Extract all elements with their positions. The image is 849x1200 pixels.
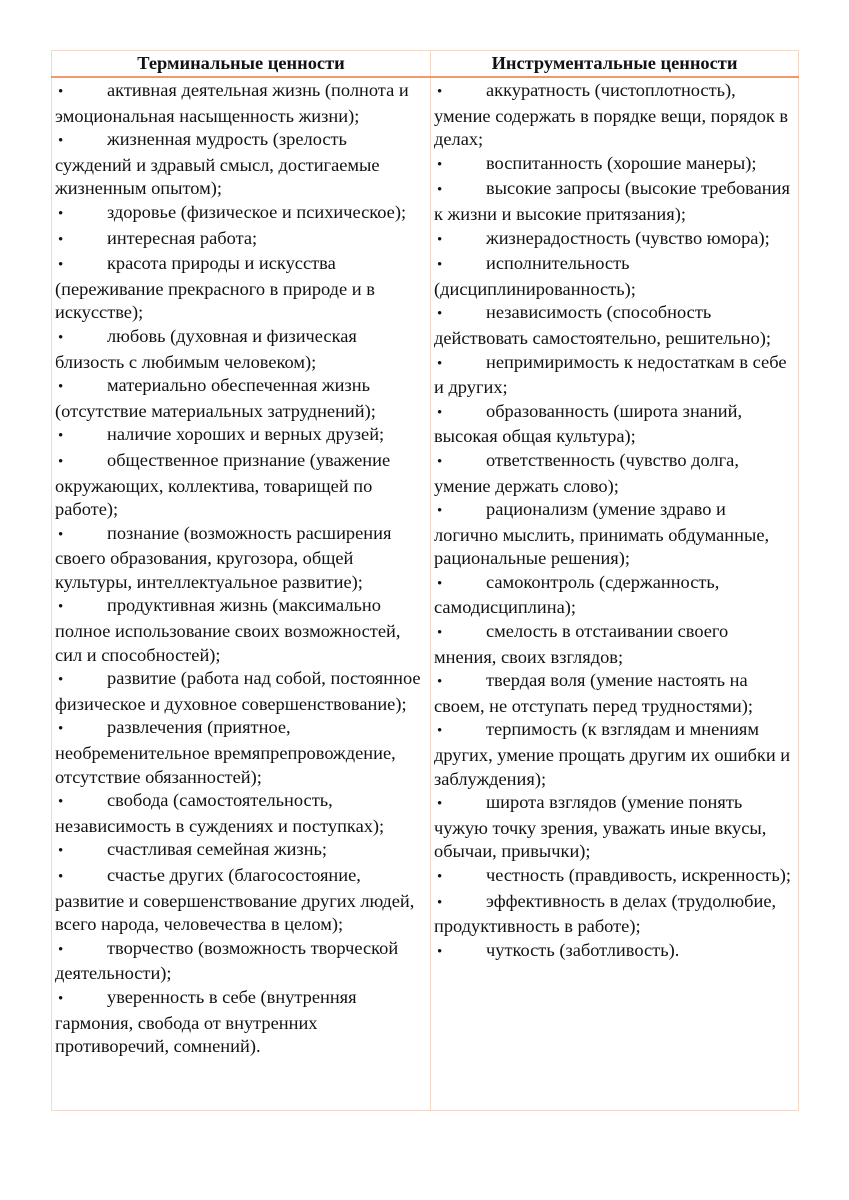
instrumental-values-header: Инструментальные ценности — [431, 51, 799, 78]
list-item — [434, 400, 794, 449]
list-item — [55, 522, 426, 595]
list-item — [434, 939, 794, 965]
bullet-icon: • — [58, 869, 64, 885]
bullet-icon: • — [437, 355, 443, 372]
list-item — [55, 716, 426, 789]
list-item-text: непримиримость к недостаткам в себе и других; — [434, 351, 787, 398]
list-item-text: общественное признание (уважение окружающих, коллектива, товарищей по работе); — [55, 449, 391, 520]
list-item — [434, 177, 794, 226]
list-item — [434, 227, 794, 253]
list-item-text: материально обеспеченная жизнь (отсутствие материальных затруднений); — [55, 375, 376, 421]
list-item — [55, 79, 426, 128]
bullet-icon: • — [437, 306, 443, 323]
list-item-text: воспитанность (хорошие манеры); — [486, 152, 757, 173]
list-item-text: честность (правдивость, искренность); — [486, 865, 791, 885]
list-item-text: продуктивная жизнь (максимально полное использование своих возможностей, сил и способностей); — [55, 595, 401, 665]
bullet-icon: • — [437, 453, 443, 470]
bullet-icon: • — [437, 404, 443, 421]
list-item-text: самоконтроль (сдержанность, самодисциплина); — [434, 571, 720, 618]
bullet-icon: • — [437, 503, 443, 520]
list-item-text: развлечения (приятное, необременительное времяпрепровождение, отсутствие обязанностей); — [55, 717, 396, 787]
list-item — [55, 667, 426, 716]
bullet-icon: • — [437, 723, 443, 740]
list-item — [434, 718, 794, 791]
bullet-icon: • — [58, 721, 64, 738]
bullet-icon: • — [437, 796, 443, 813]
list-item — [434, 498, 794, 571]
list-item-text: широта взглядов (умение понять чужую точку зрения, уважать иные вкусы, обычаи, привычки); — [434, 792, 767, 862]
list-item — [55, 937, 426, 986]
list-item-text: твердая воля (умение настоять на своем, не отступать перед трудностями); — [434, 670, 753, 716]
list-item — [434, 79, 794, 152]
bullet-icon: • — [58, 84, 64, 100]
list-item-text: жизненная мудрость (зрелость суждений и здравый смысл, достигаемые жизненным опытом); — [55, 129, 380, 199]
list-item — [434, 301, 794, 350]
bullet-icon: • — [437, 869, 443, 885]
bullet-icon: • — [437, 674, 443, 691]
list-item — [55, 838, 426, 864]
list-item — [55, 449, 426, 522]
list-item-text: жизнерадостность (чувство юмора); — [486, 227, 770, 248]
terminal-values-header: Терминальные ценности — [52, 51, 431, 78]
list-item-text: чуткость (заботливость). — [486, 939, 680, 960]
terminal-values-cell — [52, 77, 431, 1111]
bullet-icon: • — [437, 894, 443, 911]
bullet-icon: • — [58, 990, 64, 1007]
body-row — [52, 77, 799, 1111]
bullet-icon: • — [58, 231, 64, 248]
bullet-icon: • — [437, 943, 443, 960]
bullet-icon: • — [58, 133, 64, 150]
bullet-icon: • — [58, 672, 64, 689]
list-item — [55, 986, 426, 1059]
bullet-icon: • — [437, 156, 443, 173]
list-item-text: счастливая семейная жизнь; — [107, 839, 328, 860]
list-item-text: свобода (самостоятельность, независимость в суждениях и поступках); — [55, 790, 385, 836]
bullet-icon: • — [437, 625, 443, 642]
list-item-text: исполнительность (дисциплинированность); — [434, 253, 636, 299]
list-item-text: здоровье (физическое и психическое); — [107, 201, 407, 222]
list-item-text: счастье других (благосостояние, развитие и совершенствование других людей, всего народа, человечества в целом); — [55, 865, 415, 935]
bullet-icon: • — [58, 428, 64, 445]
list-item — [434, 252, 794, 301]
list-item-text: любовь (духовная и физическая близость с любимым человеком); — [55, 325, 357, 372]
list-item-text: красота природы и искусства (переживание прекрасного в природе и в искусстве); — [55, 253, 375, 323]
list-item — [55, 201, 426, 227]
list-item — [55, 227, 426, 253]
bullet-icon: • — [437, 257, 443, 274]
bullet-icon: • — [58, 941, 64, 958]
list-item-text: аккуратность (чистоплотность), умение содержать в порядке вещи, порядок в делах; — [434, 80, 789, 150]
list-item — [434, 669, 794, 718]
list-item — [434, 571, 794, 620]
list-item-text: образованность (широта знаний, высокая общая культура); — [434, 400, 743, 447]
instrumental-values-cell — [431, 77, 799, 1111]
list-item-text: независимость (способность действовать самостоятельно, решительно); — [434, 302, 771, 348]
list-item-text: рационализм (умение здраво и логично мыслить, принимать обдуманные, рациональные решения); — [434, 499, 770, 569]
list-item-text: смелость в отстаивании своего мнения, своих взглядов; — [434, 621, 729, 667]
bullet-icon: • — [58, 329, 64, 346]
bullet-icon: • — [58, 526, 64, 543]
bullet-icon: • — [58, 599, 64, 616]
list-item-text: уверенность в себе (внутренняя гармония, свобода от внутренних противоречий, сомнений). — [55, 986, 357, 1057]
header-row — [52, 51, 799, 78]
list-item — [55, 789, 426, 838]
list-item-text: развитие (работа над собой, постоянное физическое и духовное совершенствование); — [55, 668, 421, 714]
bullet-icon: • — [58, 453, 64, 470]
list-item-text: творчество (возможность творческой деятельности); — [55, 937, 399, 984]
bullet-icon: • — [437, 84, 443, 100]
list-item — [55, 252, 426, 325]
list-item — [55, 374, 426, 423]
list-item — [434, 890, 794, 939]
list-item — [434, 864, 794, 890]
bullet-icon: • — [58, 257, 64, 274]
list-item — [434, 152, 794, 178]
list-item-text: активная деятельная жизнь (полнота и эмоциональная насыщенность жизни); — [55, 80, 409, 126]
bullet-icon: • — [58, 205, 64, 222]
list-item — [434, 351, 794, 400]
list-item — [434, 791, 794, 864]
bullet-icon: • — [437, 575, 443, 592]
list-item — [55, 594, 426, 667]
bullet-icon: • — [58, 794, 64, 811]
list-item — [55, 325, 426, 374]
list-item — [55, 128, 426, 201]
bullet-icon: • — [437, 182, 443, 199]
list-item-text: наличие хороших и верных друзей; — [107, 424, 385, 445]
bullet-icon: • — [58, 843, 64, 860]
bullet-icon: • — [437, 231, 443, 248]
bullet-icon: • — [58, 379, 64, 396]
list-item-text: ответственность (чувство долга, умение держать слово); — [434, 449, 739, 496]
list-item — [55, 864, 426, 937]
list-item-text: познание (возможность расширения своего образования, кругозора, общей культуры, интеллектуальное развитие); — [55, 522, 392, 592]
list-item-text: эффективность в делах (трудолюбие, продуктивность в работе); — [434, 890, 777, 937]
list-item — [434, 449, 794, 498]
list-item-text: интересная работа; — [107, 227, 258, 248]
list-item-text: высокие запросы (высокие требования к жизни и высокие притязания); — [434, 178, 790, 224]
list-item-text: терпимость (к взглядам и мнениям других, умение прощать другим их ошибки и заблуждения); — [434, 719, 791, 789]
list-item — [55, 423, 426, 449]
values-table — [51, 50, 799, 1111]
list-item — [434, 620, 794, 669]
